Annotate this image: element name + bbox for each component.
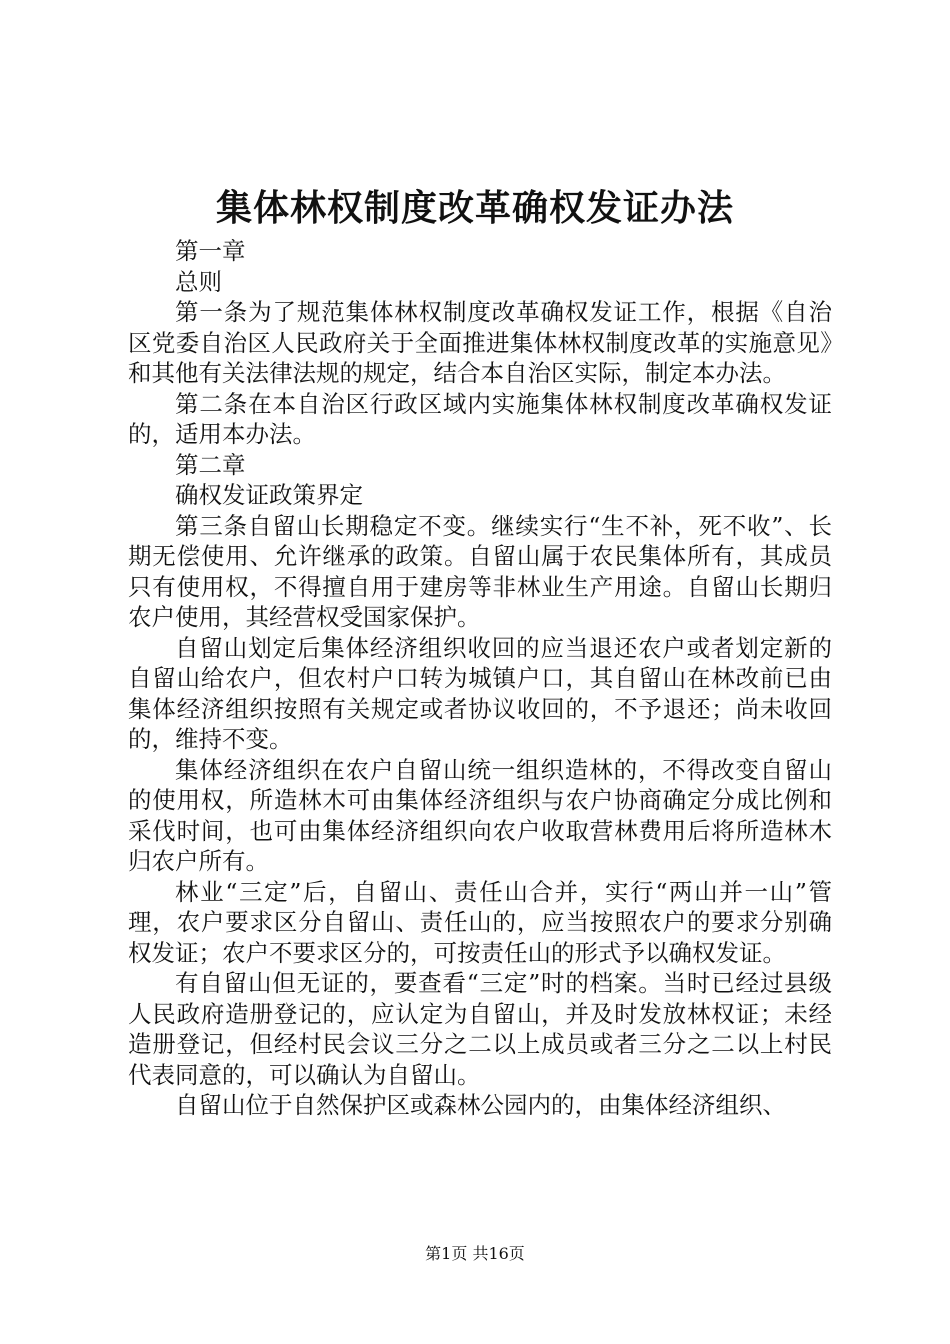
paragraph: 集体经济组织在农户自留山统一组织造林的，不得改变自留山的使用权，所造林木可由集体经济组织与农户协商确定分成比例和采伐时间，也可由集体经济组织向农户收取营林费用后将所造林木归农户所有。: [128, 755, 832, 875]
paragraph: 第三条自留山长期稳定不变。继续实行“生不补，死不收”、长期无偿使用、允许继承的政策。自留山属于农民集体所有，其成员只有使用权，不得擅自用于建房等非林业生产用途。自留山长期归农户使用，其经营权受国家保护。: [128, 511, 832, 631]
page-number-footer: 第1页 共16页: [425, 1244, 525, 1263]
paragraph: 自留山位于自然保护区或森林公园内的，由集体经济组织、: [175, 1091, 786, 1119]
paragraph: 第一条为了规范集体林权制度改革确权发证工作，根据《自治区党委自治区人民政府关于全面推进集体林权制度改革的实施意见》和其他有关法律法规的规定，结合本自治区实际，制定本办法。: [128, 298, 832, 387]
document-body: [128, 236, 832, 1121]
chapter-subtitle: 确权发证政策界定: [175, 481, 363, 509]
document-title: 集体林权制度改革确权发证办法: [215, 188, 734, 229]
paragraph: 第二条在本自治区行政区域内实施集体林权制度改革确权发证的，适用本办法。: [128, 389, 832, 448]
paragraph: 有自留山但无证的，要查看“三定”时的档案。当时已经过县级人民政府造册登记的，应认定为自留山，并及时发放林权证；未经造册登记，但经村民会议三分之二以上成员或者三分之二以上村民代表同意的，可以确认为自留山。: [128, 969, 832, 1089]
chapter-heading: 第一章: [175, 237, 246, 265]
paragraph: 林业“三定”后，自留山、责任山合并，实行“两山并一山”管理，农户要求区分自留山、责任山的，应当按照农户的要求分别确权发证；农户不要求区分的，可按责任山的形式予以确权发证。: [128, 877, 832, 967]
paragraph: 自留山划定后集体经济组织收回的应当退还农户或者划定新的自留山给农户，但农村户口转为城镇户口，其自留山在林改前已由集体经济组织按照有关规定或者协议收回的，不予退还；尚未收回的，维持不变。: [128, 633, 832, 753]
chapter-heading: 第二章: [175, 450, 246, 479]
chapter-subtitle: 总则: [175, 267, 222, 296]
